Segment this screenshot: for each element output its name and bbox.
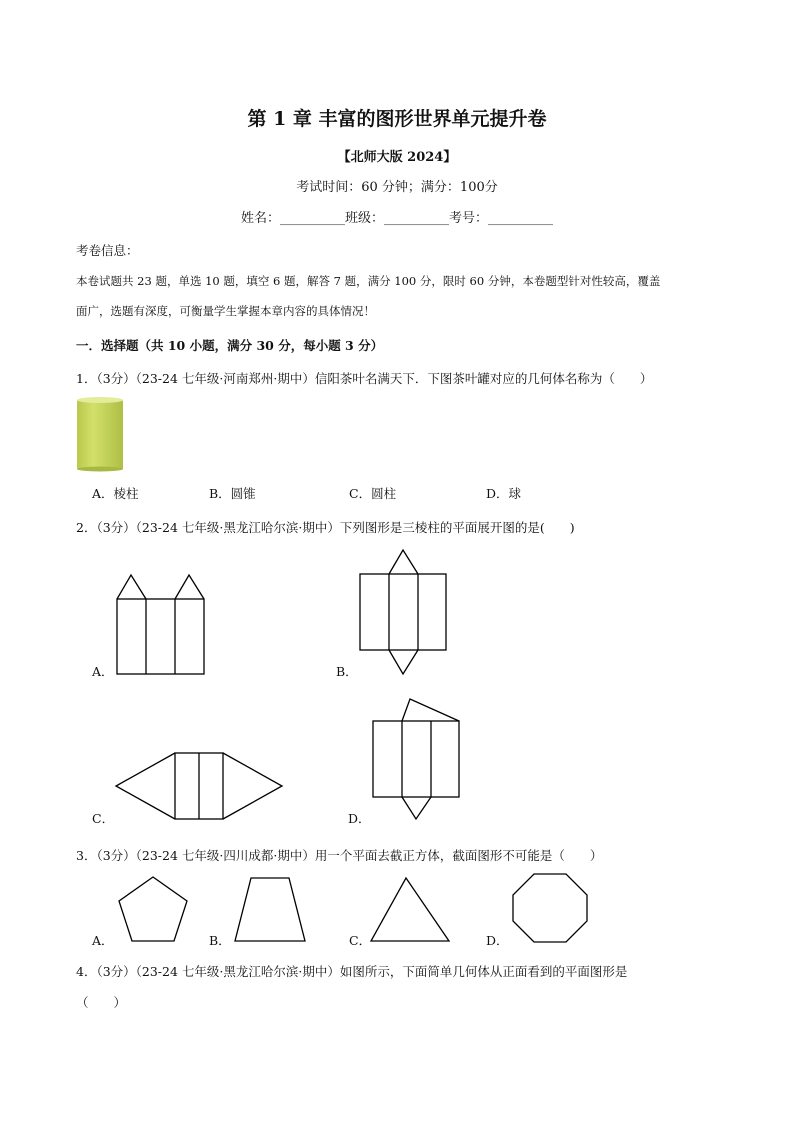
question-1-text: 1．（3分）（23-24 七年级·河南郑州·期中）信阳茶叶名满天下．下图茶叶罐对应的几何体名称为（ ） xyxy=(76,371,653,386)
q3-option-b: B． xyxy=(209,933,231,948)
question-4-text: 4．（3分）（23-24 七年级·黑龙江哈尔滨·期中）如图所示，下面简单几何体从正面看到的平面图形是 xyxy=(76,964,628,979)
question-2-text: 2．（3分）（23-24 七年级·黑龙江哈尔滨·期中）下列图形是三棱柱的平面展开图的是( ) xyxy=(76,520,575,535)
student-fields: 姓名：__________班级：__________考号：__________ xyxy=(240,211,553,226)
edition-label: 【北师大版 2024】 xyxy=(337,150,457,165)
question-4-bracket: （ ） xyxy=(76,995,127,1010)
q1-option-a: A．棱柱 xyxy=(92,486,139,501)
q2-option-d: D． xyxy=(348,811,371,826)
q1-option-d: D．球 xyxy=(486,486,522,501)
question-3-text: 3．（3分）（23-24 七年级·四川成都·期中）用一个平面去截正方体，截面图形不可能是（ ） xyxy=(76,848,603,863)
q3-option-d: D． xyxy=(486,933,509,948)
notice-line-2: 面广，选题有深度，可衡量学生掌握本章内容的具体情况！ xyxy=(76,304,375,318)
section-heading: 一．选择题（共 10 小题，满分 30 分，每小题 3 分） xyxy=(76,338,384,353)
q2-option-c: C． xyxy=(92,811,115,826)
page-title: 第 1 章 丰富的图形世界单元提升卷 xyxy=(247,108,547,130)
q3-option-c: C． xyxy=(349,933,372,948)
q1-option-c: C．圆柱 xyxy=(349,486,397,501)
q2-option-b: B． xyxy=(336,664,358,679)
notice-heading: 考卷信息： xyxy=(76,243,139,258)
q3-option-a: A． xyxy=(92,933,114,948)
q2-option-a: A． xyxy=(92,664,114,679)
notice-line-1: 本卷试题共 23 题，单选 10 题，填空 6 题，解答 7 题，满分 100 分，限时 60 分钟，本卷题型针对性较高，覆盖 xyxy=(76,274,661,288)
exam-info: 考试时间：60 分钟；满分：100分 xyxy=(296,180,498,195)
q1-option-b: B．圆锥 xyxy=(209,486,256,501)
